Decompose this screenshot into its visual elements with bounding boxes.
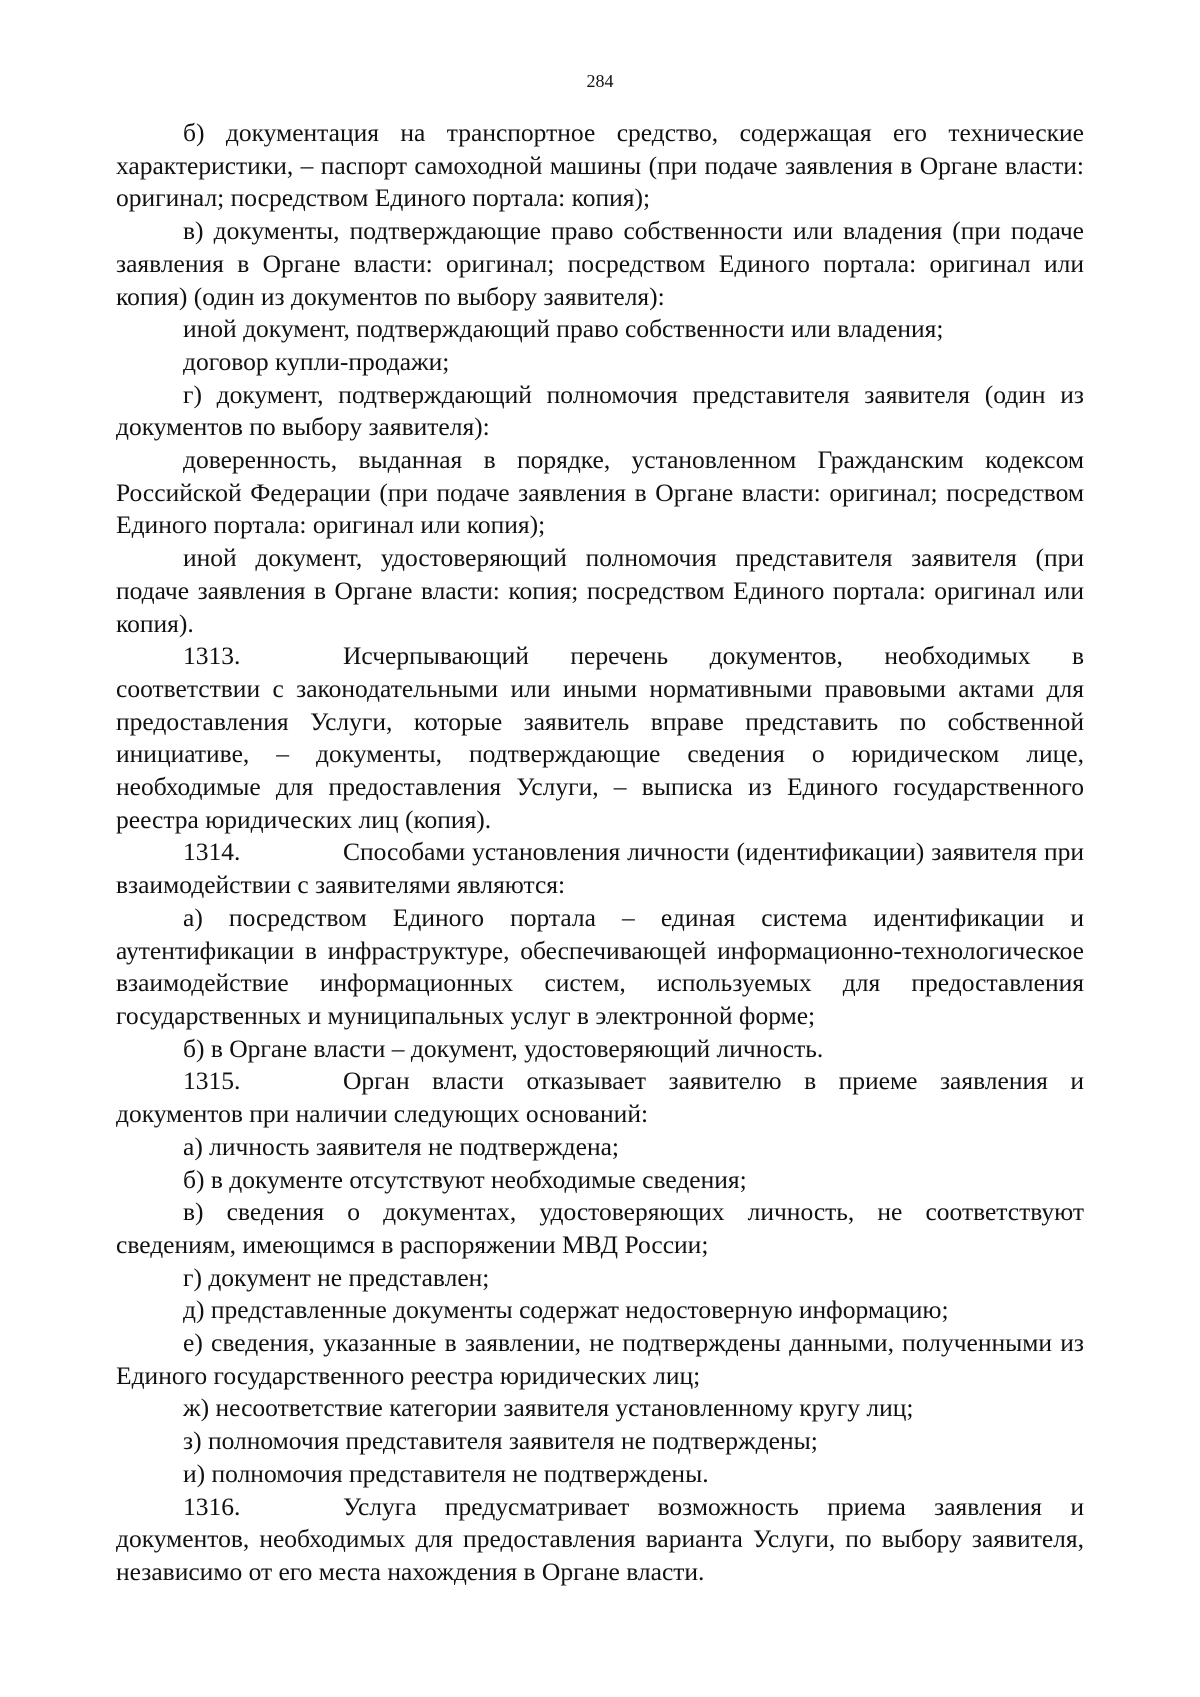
clause-text: Способами установления личности (идентификации) заявителя при взаимодействии с заявителями являются: bbox=[116, 837, 1084, 900]
paragraph: а) личность заявителя не подтверждена; bbox=[183, 1131, 620, 1161]
paragraph: б) в Органе власти – документ, удостоверяющий личность. bbox=[183, 1033, 824, 1063]
page-number: 284 bbox=[586, 71, 614, 91]
paragraph: г) документ не представлен; bbox=[183, 1262, 490, 1292]
paragraph: договор купли-продажи; bbox=[183, 346, 450, 376]
clause-text: Услуга предусматривает возможность приема заявления и документов, необходимых для предоставления варианта Услуги, по выбору заявителя, независимо от его места нахождения в Органе власти. bbox=[116, 1491, 1084, 1586]
numbered-paragraph bbox=[116, 1491, 1084, 1589]
clause-text: Орган власти отказывает заявителю в приеме заявления и документов при наличии следующих оснований: bbox=[116, 1066, 1084, 1129]
clause-number: 1315. bbox=[183, 1066, 241, 1096]
numbered-paragraph bbox=[116, 640, 1084, 836]
paragraph: ж) несоответствие категории заявителя установленному кругу лиц; bbox=[183, 1393, 914, 1423]
clause-text: Исчерпывающий перечень документов, необходимых в соответствии с законодательными или иными нормативными правовыми актами для предоставления Услуги, которые заявитель вправе представить по собственной инициативе, – документы, подтверждающие сведения о юридическом лице, необходимые для предоставления Услуги, – выписка из Единого государственного реестра юридических лиц (копия). bbox=[116, 641, 1084, 834]
paragraph: в) сведения о документах, удостоверяющих личность, не соответствуют сведениям, имеющимся в распоряжении МВД России; bbox=[116, 1197, 1084, 1259]
clause-number: 1314. bbox=[183, 837, 241, 867]
paragraph: а) посредством Единого портала – единая система идентификации и аутентификации в инфраструктуре, обеспечивающей информационно-технологическое взаимодействие информационных систем, используемых для предоставления государственных и муниципальных услуг в электронной форме; bbox=[116, 902, 1084, 1030]
paragraph: иной документ, подтверждающий право собственности или владения; bbox=[183, 314, 944, 344]
paragraph: е) сведения, указанные в заявлении, не подтверждены данными, полученными из Единого государственного реестра юридических лиц; bbox=[116, 1328, 1084, 1390]
paragraph: г) документ, подтверждающий полномочия представителя заявителя (один из документов по выбору заявителя): bbox=[116, 379, 1084, 442]
clause-number: 1313. bbox=[183, 641, 241, 671]
numbered-paragraph bbox=[116, 836, 1084, 901]
paragraph: иной документ, удостоверяющий полномочия представителя заявителя (при подаче заявления в Органе власти: копия; посредством Единого портала: оригинал или копия). bbox=[116, 543, 1084, 638]
clause-number: 1316. bbox=[183, 1491, 241, 1521]
paragraph: и) полномочия представителя не подтверждены. bbox=[183, 1458, 709, 1488]
paragraph: б) документация на транспортное средство, содержащая его технические характеристики, – паспорт самоходной машины (при подаче заявления в Органе власти: оригинал; посредством Единого портала: копия); bbox=[116, 118, 1084, 213]
paragraph: доверенность, выданная в порядке, установленном Гражданским кодексом Российской Федерации (при подаче заявления в Органе власти: оригинал; посредством Единого портала: оригинал или копия); bbox=[116, 445, 1084, 540]
paragraph: д) представленные документы содержат недостоверную информацию; bbox=[183, 1295, 949, 1325]
document-body bbox=[116, 117, 1084, 1589]
paragraph: б) в документе отсутствуют необходимые сведения; bbox=[183, 1164, 747, 1194]
numbered-paragraph bbox=[116, 1065, 1084, 1130]
paragraph: з) полномочия представителя заявителя не подтверждены; bbox=[183, 1426, 818, 1456]
paragraph: в) документы, подтверждающие право собственности или владения (при подаче заявления в Органе власти: оригинал; посредством Единого портала: оригинал или копия) (один из документов по выбору заявителя): bbox=[116, 216, 1084, 311]
